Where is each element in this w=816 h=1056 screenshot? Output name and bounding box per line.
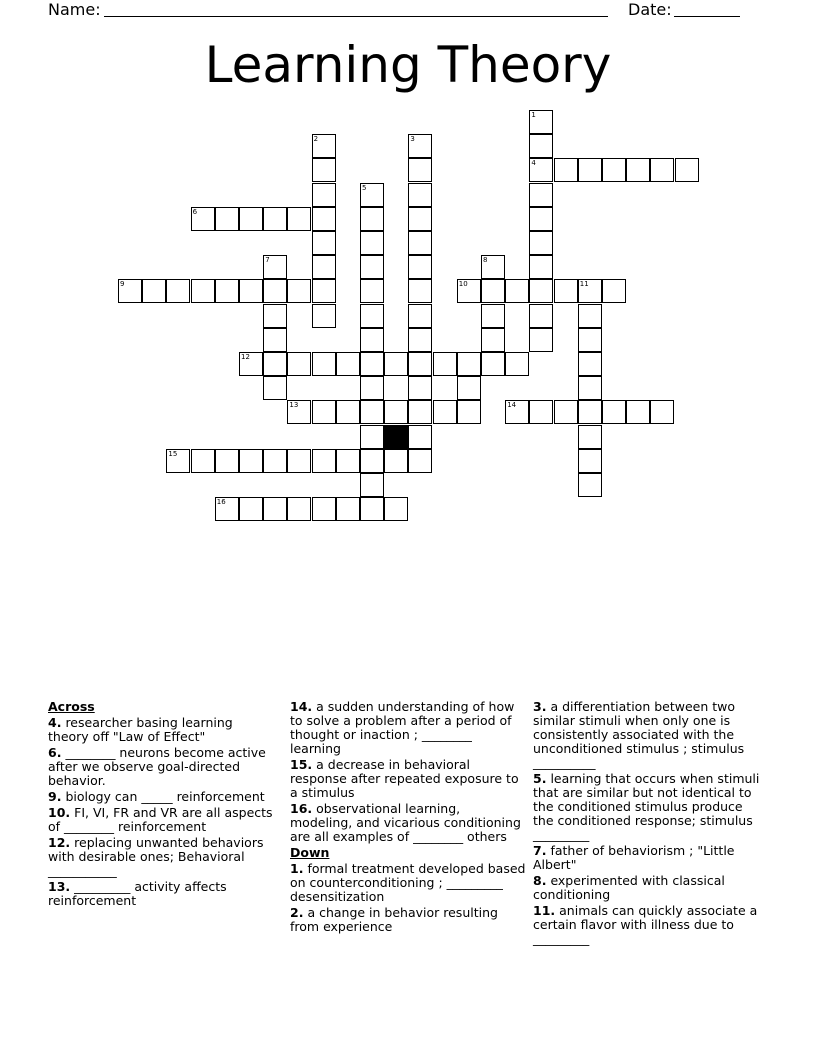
grid-cell[interactable] [578, 425, 602, 449]
grid-cell[interactable] [384, 497, 408, 521]
date-field[interactable] [674, 16, 740, 17]
grid-cell[interactable] [263, 279, 287, 303]
clue-number: 2. [290, 905, 304, 920]
across-clue [48, 716, 276, 744]
grid-cell[interactable] [408, 207, 432, 231]
grid-cell[interactable] [360, 255, 384, 279]
clue-text: formal treatment developed based on counterconditioning ; _________ desensitization [290, 861, 526, 904]
grid-cell[interactable] [360, 400, 384, 424]
name-field[interactable] [104, 16, 608, 17]
grid-cell[interactable] [360, 183, 384, 207]
cell-number: 16 [216, 498, 226, 507]
grid-cell[interactable] [263, 376, 287, 400]
cell-number: 11 [579, 280, 589, 289]
down-clue [533, 700, 765, 770]
grid-cell[interactable] [312, 207, 336, 231]
grid-cell[interactable] [287, 207, 311, 231]
grid-cell[interactable] [457, 400, 481, 424]
grid-cell[interactable] [215, 449, 239, 473]
name-label: Name: [48, 0, 101, 19]
clue-text: a decrease in behavioral response after repeated exposure to a stimulus [290, 757, 519, 800]
cell-number: 8 [483, 256, 488, 265]
grid-cell[interactable] [408, 352, 432, 376]
grid-cell[interactable] [578, 473, 602, 497]
grid-cell[interactable] [166, 449, 190, 473]
grid-cell[interactable] [142, 279, 166, 303]
grid-cell[interactable] [602, 279, 626, 303]
clue-text: experimented with classical conditioning [533, 873, 725, 902]
grid-cell[interactable] [360, 352, 384, 376]
grid-cell[interactable] [287, 497, 311, 521]
grid-cell[interactable] [529, 158, 553, 182]
grid-cell[interactable] [360, 425, 384, 449]
cell-number: 10 [458, 280, 468, 289]
grid-cell[interactable] [602, 158, 626, 182]
grid-cell[interactable] [239, 449, 263, 473]
clue-number: 6. [48, 745, 62, 760]
clue-number: 13. [48, 879, 71, 894]
grid-cell[interactable] [408, 400, 432, 424]
grid-cell[interactable] [408, 183, 432, 207]
grid-cell[interactable] [529, 134, 553, 158]
grid-cell[interactable] [384, 449, 408, 473]
grid-cell[interactable] [360, 473, 384, 497]
grid-block [384, 425, 408, 449]
cell-number: 1 [531, 111, 536, 119]
across-heading: Across [48, 699, 95, 714]
down-clue [533, 874, 765, 902]
grid-cell[interactable] [287, 400, 311, 424]
grid-cell[interactable] [578, 449, 602, 473]
across-clue [48, 806, 276, 834]
grid-cell[interactable] [263, 328, 287, 352]
grid-cell[interactable] [336, 449, 360, 473]
grid-cell[interactable] [336, 352, 360, 376]
across-clue [48, 746, 276, 788]
grid-cell[interactable] [505, 400, 529, 424]
grid-cell[interactable] [166, 279, 190, 303]
clue-text: _________ activity affects reinforcement [48, 879, 227, 908]
grid-cell[interactable] [287, 279, 311, 303]
clue-text: ________ neurons become active after we observe goal-directed behavior. [48, 745, 266, 788]
clue-text: observational learning, modeling, and vicarious conditioning are all examples of ________ others [290, 801, 521, 844]
grid-cell[interactable] [408, 328, 432, 352]
cell-number: 5 [362, 183, 367, 192]
grid-cell[interactable] [505, 352, 529, 376]
down-heading: Down [290, 845, 330, 860]
clue-text: researcher basing learning theory off "Law of Effect" [48, 715, 233, 744]
grid-cell[interactable] [529, 207, 553, 231]
clue-number: 10. [48, 805, 71, 820]
clue-number: 15. [290, 757, 313, 772]
grid-cell[interactable] [312, 255, 336, 279]
grid-cell[interactable] [408, 449, 432, 473]
grid-cell[interactable] [215, 497, 239, 521]
grid-cell[interactable] [239, 279, 263, 303]
grid-cell[interactable] [457, 376, 481, 400]
grid-cell[interactable] [312, 231, 336, 255]
grid-cell[interactable] [578, 400, 602, 424]
grid-cell[interactable] [360, 231, 384, 255]
date-label: Date: [628, 0, 672, 19]
clue-text: a sudden understanding of how to solve a problem after a period of thought or inaction ; ________ learning [290, 699, 515, 756]
cell-number: 3 [410, 135, 415, 144]
grid-cell[interactable] [481, 328, 505, 352]
grid-cell[interactable] [529, 279, 553, 303]
grid-cell[interactable] [312, 304, 336, 328]
grid-cell[interactable] [191, 449, 215, 473]
grid-cell[interactable] [529, 304, 553, 328]
grid-cell[interactable] [239, 207, 263, 231]
clue-text: animals can quickly associate a certain flavor with illness due to _________ [533, 903, 758, 946]
across-clue [48, 880, 276, 908]
grid-cell[interactable] [578, 352, 602, 376]
grid-cell[interactable] [215, 279, 239, 303]
clue-text: a change in behavior resulting from experience [290, 905, 498, 934]
across-clue [290, 758, 526, 800]
grid-cell[interactable] [360, 304, 384, 328]
clue-number: 5. [533, 771, 547, 786]
cell-number: 13 [289, 401, 299, 410]
grid-cell[interactable] [408, 425, 432, 449]
clue-number: 16. [290, 801, 313, 816]
grid-cell[interactable] [360, 207, 384, 231]
grid-cell[interactable] [529, 231, 553, 255]
grid-cell[interactable] [578, 279, 602, 303]
down-clue [533, 904, 765, 946]
clue-number: 1. [290, 861, 304, 876]
header [48, 0, 748, 22]
grid-cell[interactable] [408, 158, 432, 182]
cell-number: 7 [265, 256, 270, 265]
grid-cell[interactable] [650, 158, 674, 182]
grid-cell[interactable] [481, 304, 505, 328]
grid-cell[interactable] [312, 183, 336, 207]
clue-text: learning that occurs when stimuli that are similar but not identical to the conditioned stimulus produce the conditioned response; stimulus _________ [533, 771, 760, 842]
grid-cell[interactable] [263, 497, 287, 521]
clue-text: FI, VI, FR and VR are all aspects of ________ reinforcement [48, 805, 273, 834]
across-clue [48, 790, 276, 804]
clue-number: 8. [533, 873, 547, 888]
cell-number: 4 [531, 159, 536, 168]
down-clue [290, 862, 526, 904]
grid-cell[interactable] [529, 255, 553, 279]
grid-cell[interactable] [360, 328, 384, 352]
grid-cell[interactable] [433, 352, 457, 376]
grid-cell[interactable] [336, 400, 360, 424]
grid-cell[interactable] [408, 376, 432, 400]
grid-cell[interactable] [675, 158, 699, 182]
down-clue [533, 772, 765, 842]
cell-number: 6 [192, 207, 198, 216]
grid-cell[interactable] [408, 231, 432, 255]
grid-cell[interactable] [263, 207, 287, 231]
clue-text: biology can _____ reinforcement [65, 789, 265, 804]
page-title: Learning Theory [204, 36, 612, 94]
clue-text: father of behaviorism ; "Little Albert" [533, 843, 735, 872]
grid-cell[interactable] [529, 328, 553, 352]
grid-cell[interactable] [191, 279, 215, 303]
clue-number: 3. [533, 699, 547, 714]
across-clue [48, 836, 276, 878]
clues-column-1 [48, 700, 276, 910]
grid-cell[interactable] [408, 255, 432, 279]
grid-cell[interactable] [312, 134, 336, 158]
grid-cell[interactable] [408, 304, 432, 328]
grid-cell[interactable] [360, 279, 384, 303]
grid-cell[interactable] [505, 279, 529, 303]
grid-cell[interactable] [481, 255, 505, 279]
clues-column-3 [533, 700, 765, 948]
grid-cell[interactable] [336, 497, 360, 521]
grid-cell[interactable] [481, 352, 505, 376]
grid-cell[interactable] [312, 279, 336, 303]
grid-cell[interactable] [287, 352, 311, 376]
grid-cell[interactable] [650, 400, 674, 424]
clue-number: 7. [533, 843, 547, 858]
grid-cell[interactable] [239, 352, 263, 376]
grid-cell[interactable] [312, 497, 336, 521]
clues-column-2 [290, 700, 526, 936]
grid-cell[interactable] [457, 352, 481, 376]
clue-text: replacing unwanted behaviors with desirable ones; Behavioral ___________ [48, 835, 264, 878]
grid-cell[interactable] [481, 279, 505, 303]
grid-cell[interactable] [360, 449, 384, 473]
grid-cell[interactable] [408, 134, 432, 158]
clue-number: 14. [290, 699, 313, 714]
down-clue [290, 906, 526, 934]
grid-cell[interactable] [554, 279, 578, 303]
cell-number: 2 [313, 135, 319, 144]
across-clue [290, 700, 526, 756]
grid-cell[interactable] [312, 449, 336, 473]
grid-cell[interactable] [191, 207, 215, 231]
cell-number: 9 [120, 280, 125, 289]
grid-cell[interactable] [263, 255, 287, 279]
grid-cell[interactable] [578, 328, 602, 352]
grid-cell[interactable] [554, 400, 578, 424]
grid-cell[interactable] [312, 400, 336, 424]
grid-cell[interactable] [263, 352, 287, 376]
cell-number: 15 [168, 449, 178, 458]
grid-cell[interactable] [239, 497, 263, 521]
grid-cell[interactable] [287, 449, 311, 473]
grid-cell[interactable] [263, 304, 287, 328]
cell-number: 12 [241, 353, 250, 361]
grid-cell[interactable] [554, 158, 578, 182]
clue-number: 9. [48, 789, 62, 804]
grid-cell[interactable] [626, 400, 650, 424]
across-clue [290, 802, 526, 844]
clue-number: 11. [533, 903, 556, 918]
grid-cell[interactable] [312, 352, 336, 376]
grid-cell[interactable] [578, 158, 602, 182]
grid-cell[interactable] [215, 207, 239, 231]
grid-cell[interactable] [384, 352, 408, 376]
grid-cell[interactable] [626, 158, 650, 182]
down-clue [533, 844, 765, 872]
clue-text: a differentiation between two similar stimuli when only one is consistently associated with the unconditioned stimulus ; stimulus __________ [533, 699, 745, 770]
cell-number: 14 [507, 401, 517, 410]
grid-cell[interactable] [457, 279, 481, 303]
grid-cell[interactable] [312, 158, 336, 182]
grid-cell[interactable] [384, 400, 408, 424]
grid-cell[interactable] [360, 497, 384, 521]
grid-cell[interactable] [578, 376, 602, 400]
grid-cell[interactable] [529, 110, 553, 134]
grid-cell[interactable] [118, 279, 142, 303]
grid-cell[interactable] [408, 279, 432, 303]
grid-cell[interactable] [360, 376, 384, 400]
grid-cell[interactable] [602, 400, 626, 424]
grid-cell[interactable] [529, 400, 553, 424]
clue-number: 12. [48, 835, 71, 850]
grid-cell[interactable] [263, 449, 287, 473]
grid-cell[interactable] [578, 304, 602, 328]
clue-number: 4. [48, 715, 62, 730]
grid-cell[interactable] [529, 183, 553, 207]
grid-cell[interactable] [433, 400, 457, 424]
